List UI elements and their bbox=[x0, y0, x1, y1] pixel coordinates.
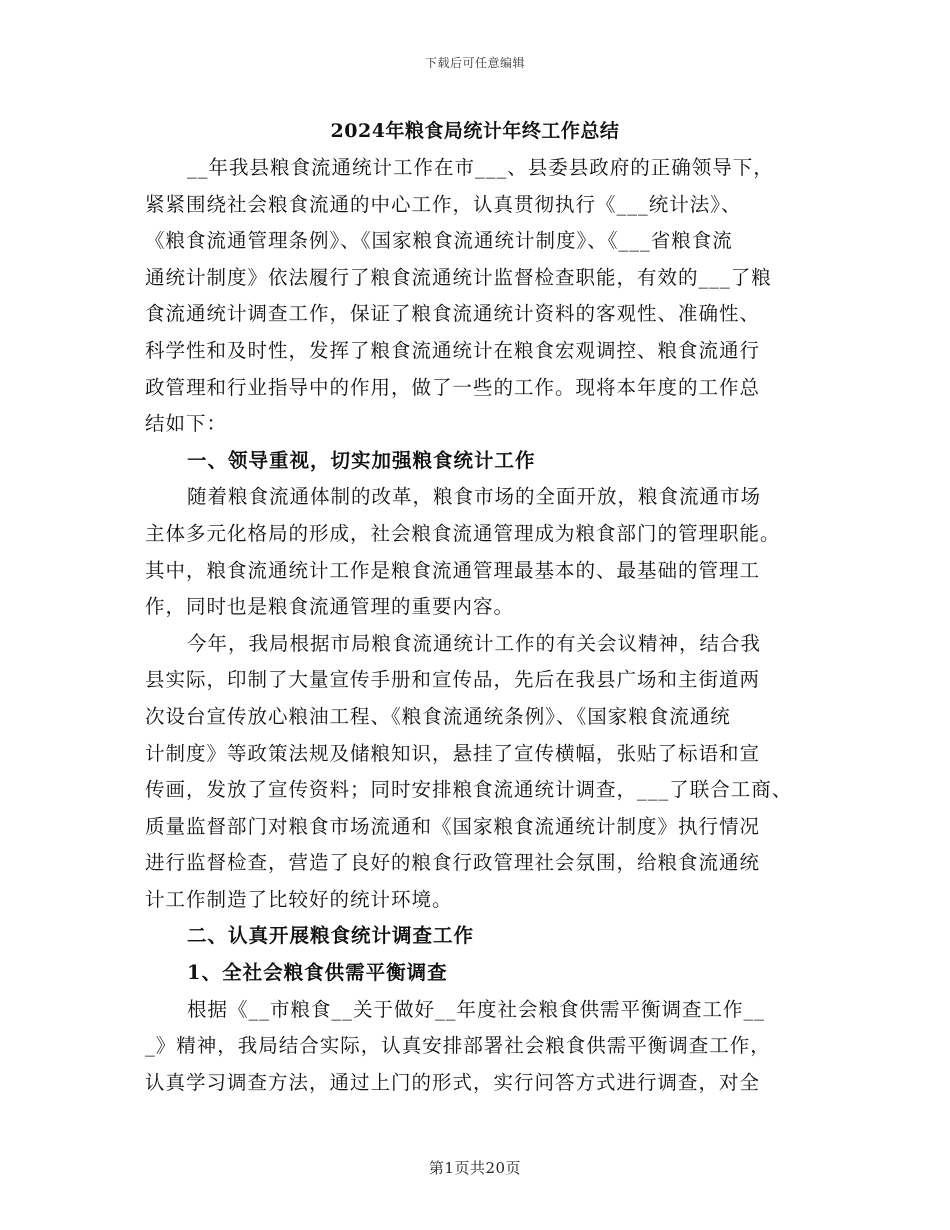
paragraph-line: 紧紧围绕社会粮食流通的中心工作，认真贯彻执行《___统计法》、 bbox=[145, 192, 742, 216]
section-heading: 二、认真开展粮食统计调查工作 bbox=[187, 924, 475, 948]
paragraph-line: 主体多元化格局的形成，社会粮食流通管理成为粮食部门的管理职能。 bbox=[145, 521, 781, 545]
paragraph-line: 通统计制度》依法履行了粮食流通统计监督检查职能，有效的___了粮 bbox=[145, 265, 772, 289]
paragraph-line: 政管理和行业指导中的作用，做了一些的工作。现将本年度的工作总 bbox=[145, 375, 761, 399]
subsection-heading: 1、全社会粮食供需平衡调查 bbox=[187, 961, 448, 985]
paragraph-line: 次设台宣传放心粮油工程、《粮食流通统条例》、《国家粮食流通统 bbox=[145, 704, 731, 728]
paragraph-line: 其中，粮食流通统计工作是粮食流通管理最基本的、最基础的管理工 bbox=[145, 558, 761, 582]
paragraph-line: 计工作制造了比较好的统计环境。 bbox=[145, 887, 453, 911]
paragraph-line: 科学性和及时性，发挥了粮食流通统计在粮食宏观调控、粮食流通行 bbox=[145, 338, 761, 362]
page-header-note: 下载后可任意编辑 bbox=[424, 56, 525, 70]
paragraph-line: 作，同时也是粮食流通管理的重要内容。 bbox=[145, 595, 515, 619]
paragraph-line: 《粮食流通管理条例》、《国家粮食流通统计制度》、《___省粮食流 bbox=[145, 229, 733, 253]
paragraph-line: 传画，发放了宣传资料；同时安排粮食流通统计调查，___了联合工商、 bbox=[145, 778, 793, 802]
paragraph-line: 进行监督检查，营造了良好的粮食行政管理社会氛围，给粮食流通统 bbox=[145, 851, 761, 875]
paragraph-line: 质量监督部门对粮食市场流通和《国家粮食流通统计制度》执行情况 bbox=[145, 814, 761, 838]
paragraph-line: 认真学习调查方法，通过上门的形式，实行问答方式进行调查，对全 bbox=[145, 1070, 761, 1094]
paragraph-line: 食流通统计调查工作，保证了粮食流通统计资料的客观性、准确性、 bbox=[145, 302, 761, 326]
document-title: 2024年粮食局统计年终工作总结 bbox=[330, 120, 620, 142]
paragraph-line: 今年，我局根据市局粮食流通统计工作的有关会议精神，结合我 bbox=[187, 631, 762, 655]
document-body bbox=[145, 150, 825, 1101]
paragraph-line: 计制度》等政策法规及储粮知识，悬挂了宣传横幅，张贴了标语和宣 bbox=[145, 741, 761, 765]
paragraph-line: 随着粮食流通体制的改革，粮食市场的全面开放，粮食流通市场 bbox=[187, 485, 762, 509]
section-heading: 一、领导重视，切实加强粮食统计工作 bbox=[187, 448, 536, 472]
paragraph-line: __年我县粮食流通统计工作在市___、县委县政府的正确领导下， bbox=[187, 156, 774, 179]
paragraph-line: 县实际，印制了大量宣传手册和宣传品，先后在我县广场和主街道两 bbox=[145, 668, 761, 692]
paragraph-line: 根据《__市粮食__关于做好__年度社会粮食供需平衡调查工作__ bbox=[187, 997, 766, 1021]
page-number: 第1页共20页 bbox=[428, 1159, 522, 1177]
paragraph-line: 结如下： bbox=[145, 412, 228, 436]
paragraph-line: _》精神，我局结合实际，认真安排部署社会粮食供需平衡调查工作， bbox=[145, 1034, 771, 1058]
